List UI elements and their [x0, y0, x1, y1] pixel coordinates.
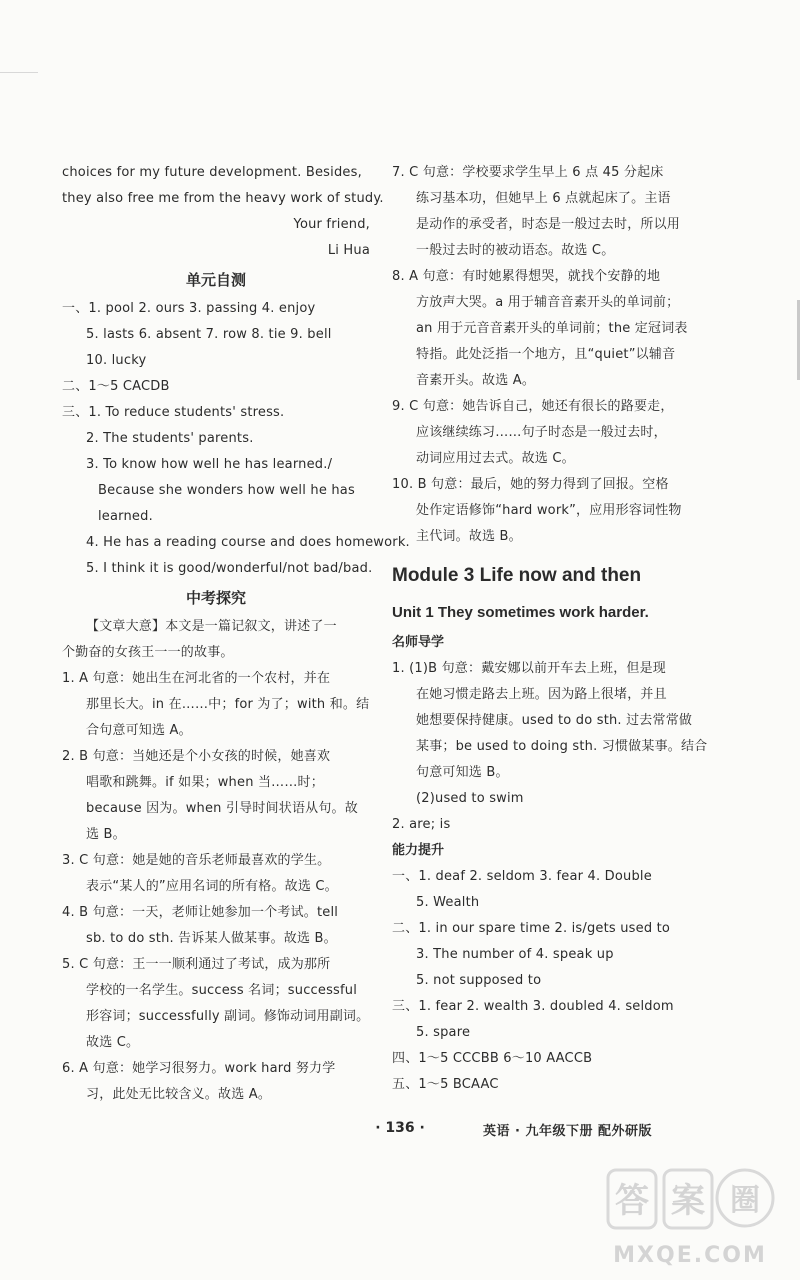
answer-line: 8. A 句意：有时她累得想哭，就找个安静的地	[392, 269, 661, 284]
module-title: Module 3 Life now and then	[392, 565, 642, 586]
answer-line: 【文章大意】本文是一篇记叙文，讲述了一	[86, 619, 337, 634]
answer-line: 那里长大。in 在……中；for 为了；with 和。结	[86, 697, 370, 712]
right-column	[392, 160, 708, 1098]
answer-line: 5. spare	[416, 1025, 471, 1040]
letter-signature: Li Hua	[327, 243, 370, 258]
watermark-char-1: 答	[615, 1181, 649, 1221]
answer-line: 三、1. fear 2. wealth 3. doubled 4. seldom	[392, 999, 674, 1014]
watermark-url: MXQE.COM	[613, 1243, 767, 1268]
answer-line: learned.	[98, 509, 153, 524]
answer-line: 习，此处无比较含义。故选 A。	[86, 1087, 272, 1102]
answer-line: 形容词；successfully 副词。修饰动词用副词。	[86, 1009, 370, 1024]
watermark-char-3: 圈	[730, 1183, 760, 1218]
answer-line: 三、1. To reduce students' stress.	[62, 405, 285, 420]
watermark-logo	[600, 1150, 780, 1275]
answer-line: (2)used to swim	[416, 791, 524, 806]
answer-line: 五、1～5 BCAAC	[392, 1077, 499, 1092]
answer-line: 特指。此处泛指一个地方，且“quiet”以辅音	[416, 347, 676, 362]
answer-line: 二、1. in our spare time 2. is/gets used to	[392, 921, 671, 936]
section-title-exam-explore: 中考探究	[185, 589, 246, 607]
answer-line: 应该继续练习……句子时态是一般过去时，	[416, 425, 667, 440]
subsection-title-ability: 能力提升	[392, 843, 445, 858]
answer-line: 主代词。故选 B。	[416, 529, 522, 544]
answer-line: 句意可知选 B。	[416, 765, 509, 780]
answer-line: 合句意可知选 A。	[86, 723, 192, 738]
answer-line: 唱歌和跳舞。if 如果；when 当……时；	[86, 775, 324, 790]
answer-line: 5. I think it is good/wonderful/not bad/bad.	[86, 561, 373, 576]
answer-line: 5. C 句意：王一一顺利通过了考试，成为那所	[62, 957, 331, 972]
answer-line: 2. are; is	[392, 817, 451, 832]
answer-line: 一、1. pool 2. ours 3. passing 4. enjoy	[62, 301, 316, 316]
answer-line: 动词应用过去式。故选 C。	[416, 451, 575, 466]
answer-line: Because she wonders how well he has	[98, 483, 355, 498]
answer-line: 一、1. deaf 2. seldom 3. fear 4. Double	[392, 869, 652, 884]
answer-line: 5. lasts 6. absent 7. row 8. tie 9. bell	[86, 327, 332, 342]
answer-line: 个勤奋的女孩王一一的故事。	[62, 645, 234, 660]
corner-mark	[0, 72, 38, 73]
book-title: 英语 · 九年级下册 配外研版	[483, 1124, 653, 1139]
answer-line: 四、1～5 CCCBB 6～10 AACCB	[392, 1051, 593, 1066]
answer-line: 故选 C。	[86, 1035, 140, 1050]
watermark-char-2: 案	[671, 1181, 705, 1221]
answer-line: 10. B 句意：最后，她的努力得到了回报。空格	[392, 477, 669, 492]
answer-line: 3. The number of 4. speak up	[416, 947, 614, 962]
answer-line: 在她习惯走路去上班。因为路上很堵，并且	[416, 687, 667, 702]
answer-line: an 用于元音音素开头的单词前；the 定冠词表	[416, 321, 688, 336]
letter-closing: Your friend,	[293, 217, 370, 232]
letter-line: they also free me from the heavy work of study.	[62, 191, 384, 206]
answer-line: 表示“某人的”应用名词的所有格。故选 C。	[86, 879, 338, 894]
answer-line: 5. not supposed to	[416, 973, 542, 988]
answer-line: 1. (1)B 句意：戴安娜以前开车去上班，但是现	[392, 661, 667, 676]
answer-line: 二、1～5 CACDB	[62, 379, 170, 394]
answer-line: because 因为。when 引导时间状语从句。故	[86, 801, 358, 816]
answer-line: 2. B 句意：当她还是个小女孩的时候，她喜欢	[62, 749, 331, 764]
answer-line: 方放声大哭。a 用于辅音音素开头的单词前；	[416, 295, 680, 310]
answer-line: 5. Wealth	[416, 895, 480, 910]
answer-line: 3. To know how well he has learned./	[86, 457, 333, 472]
answer-line: 音素开头。故选 A。	[416, 373, 536, 388]
answer-line: 2. The students' parents.	[86, 431, 254, 446]
answer-line: 练习基本功，但她早上 6 点就起床了。主语	[416, 191, 671, 206]
subsection-title-teacher-guide: 名师导学	[392, 635, 445, 650]
letter-line: choices for my future development. Besides,	[62, 165, 362, 180]
answer-line: 10. lucky	[86, 353, 147, 368]
answer-line: 1. A 句意：她出生在河北省的一个农村，并在	[62, 671, 331, 686]
unit-title: Unit 1 They sometimes work harder.	[392, 604, 649, 621]
left-column	[62, 160, 410, 1108]
answer-line: sb. to do sth. 告诉某人做某事。故选 B。	[86, 931, 337, 946]
answer-line: 学校的一名学生。success 名词；successful	[86, 983, 358, 998]
answer-line: 是动作的承受者，时态是一般过去时，所以用	[416, 217, 681, 232]
answer-line: 处作定语修饰“hard work”，应用形容词性物	[416, 503, 682, 518]
answer-line: 9. C 句意：她告诉自己，她还有很长的路要走，	[392, 399, 674, 414]
answer-line: 一般过去时的被动语态。故选 C。	[416, 243, 615, 258]
answer-line: 4. He has a reading course and does homework.	[86, 535, 410, 550]
answer-line: 3. C 句意：她是她的音乐老师最喜欢的学生。	[62, 853, 331, 868]
answer-line: 7. C 句意：学校要求学生早上 6 点 45 分起床	[392, 165, 664, 180]
answer-line: 选 B。	[86, 827, 126, 842]
answer-line: 6. A 句意：她学习很努力。work hard 努力学	[62, 1061, 336, 1076]
page-number: · 136 ·	[375, 1120, 425, 1136]
answer-line: 4. B 句意：一天，老师让她参加一个考试。tell	[62, 905, 339, 920]
answer-line: 她想要保持健康。used to do sth. 过去常常做	[416, 713, 693, 728]
section-title-unit-test: 单元自测	[185, 271, 246, 289]
answer-line: 某事；be used to doing sth. 习惯做某事。结合	[416, 739, 708, 754]
